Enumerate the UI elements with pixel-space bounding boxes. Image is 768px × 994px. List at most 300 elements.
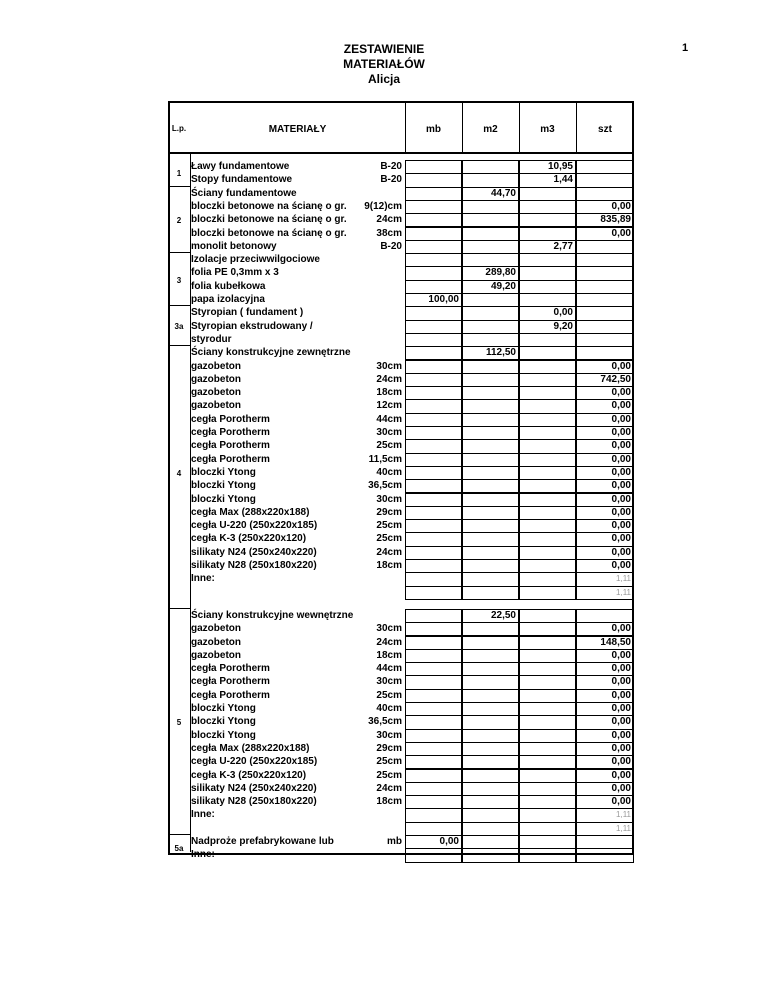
value-cell-mb <box>405 306 462 320</box>
value-cell-m2 <box>462 493 519 507</box>
value-szt: 0,00 <box>611 227 631 239</box>
value-cell-m3 <box>519 519 576 533</box>
value-szt: 0,00 <box>611 716 631 728</box>
value-cell-m3 <box>519 506 576 520</box>
value-cell-m3 <box>519 333 576 347</box>
material-name: Stopy fundamentowe <box>191 174 293 186</box>
material-spec: 24cm <box>376 373 402 385</box>
value-cell-m2 <box>462 532 519 546</box>
material-name: bloczki Ytong <box>191 729 256 741</box>
value-cell-szt <box>576 346 634 360</box>
page-number: 1 <box>682 42 689 54</box>
value-szt: 0,00 <box>611 729 631 741</box>
material-spec: 44cm <box>376 663 402 675</box>
col-header-szt: szt <box>598 124 612 135</box>
material-name: silikaty N24 (250x240x220) <box>191 782 317 794</box>
section-lp: 5 <box>176 717 182 727</box>
material-name: bloczki Ytong <box>191 703 256 714</box>
material-name: cegła Porotherm <box>191 440 270 452</box>
value-cell-m2 <box>462 426 519 440</box>
material-name: styrodur <box>191 333 232 345</box>
value-szt: 1,11 <box>616 587 631 597</box>
value-cell-m2 <box>462 729 519 743</box>
value-cell-m3 <box>519 439 576 453</box>
value-szt: 0,00 <box>611 560 631 571</box>
value-cell-m3 <box>519 782 576 796</box>
value-cell-m3 <box>519 755 576 769</box>
value-cell-mb <box>405 426 462 440</box>
section-separator-lp <box>168 345 190 346</box>
value-cell-m2 <box>462 293 519 307</box>
value-cell-szt <box>576 253 634 267</box>
value-cell-mb <box>405 439 462 453</box>
value-cell-szt <box>576 609 634 623</box>
value-cell-mb <box>405 399 462 413</box>
material-spec: 18cm <box>376 649 402 661</box>
material-name: gazobeton <box>191 649 241 661</box>
material-name: cegła K-3 (250x220x120) <box>191 769 307 781</box>
col-header-m2: m2 <box>483 124 498 135</box>
value-cell-mb <box>405 848 462 862</box>
material-spec: B-20 <box>380 174 402 186</box>
material-name: bloczki Ytong <box>191 716 256 728</box>
value-cell-m3 <box>519 373 576 387</box>
value-cell-m3 <box>519 636 576 650</box>
material-spec: 24cm <box>376 636 402 648</box>
value-cell-m2 <box>462 702 519 716</box>
value-cell-m3 <box>519 213 576 227</box>
value-cell-szt <box>576 173 634 187</box>
value-cell-m2 <box>462 546 519 560</box>
value-szt: 0,00 <box>611 506 631 518</box>
value-cell-mb <box>405 320 462 334</box>
material-spec: 18cm <box>376 387 402 399</box>
value-cell-m3 <box>519 399 576 413</box>
value-cell-mb <box>405 360 462 374</box>
value-cell-m2 <box>462 160 519 174</box>
value-cell-mb <box>405 266 462 280</box>
material-spec: 36,5cm <box>368 480 402 492</box>
doc-title-line2: MATERIAŁÓW <box>343 57 425 71</box>
value-cell-m2 <box>462 782 519 796</box>
section-lp: 1 <box>176 169 182 179</box>
value-cell-szt <box>576 280 634 294</box>
material-spec: 29cm <box>376 742 402 754</box>
material-spec: 38cm <box>376 227 402 239</box>
value-cell-m2 <box>462 466 519 480</box>
material-spec: 40cm <box>376 703 402 714</box>
value-cell-m2 <box>462 715 519 729</box>
material-name: cegła Porotherm <box>191 413 270 425</box>
section-separator-lp <box>168 834 190 835</box>
value-m3: 10,95 <box>547 161 573 172</box>
value-cell-m3 <box>519 253 576 267</box>
material-name: Inne: <box>191 809 215 821</box>
value-cell-m3 <box>519 609 576 623</box>
value-m2: 289,80 <box>485 267 516 279</box>
material-name: Ławy fundamentowe <box>191 161 290 172</box>
value-szt: 0,00 <box>611 466 631 478</box>
value-cell-m3 <box>519 386 576 400</box>
value-cell-szt <box>576 320 634 334</box>
material-spec: 12cm <box>376 400 402 412</box>
material-name: Styropian ekstrudowany / <box>191 320 313 332</box>
value-cell-m2 <box>462 662 519 676</box>
value-szt: 0,00 <box>611 453 631 465</box>
value-cell-m3 <box>519 187 576 201</box>
material-spec: 24cm <box>376 546 402 558</box>
value-cell-szt <box>576 293 634 307</box>
value-cell-mb <box>405 453 462 467</box>
value-cell-m3 <box>519 662 576 676</box>
value-cell-mb <box>405 795 462 809</box>
material-name: silikaty N28 (250x180x220) <box>191 796 317 808</box>
value-cell-m3 <box>519 586 576 600</box>
value-cell-mb <box>405 160 462 174</box>
value-cell-mb <box>405 200 462 214</box>
value-cell-m3 <box>519 808 576 822</box>
value-m2: 112,50 <box>485 347 516 359</box>
value-cell-mb <box>405 609 462 623</box>
value-cell-mb <box>405 466 462 480</box>
value-cell-szt <box>576 848 634 862</box>
material-name: bloczki Ytong <box>191 480 256 492</box>
value-cell-mb <box>405 519 462 533</box>
material-name: gazobeton <box>191 387 241 399</box>
material-spec: 25cm <box>376 520 402 532</box>
value-cell-mb <box>405 280 462 294</box>
value-szt: 1,11 <box>616 574 631 584</box>
col-header-materials: MATERIAŁY <box>268 124 327 135</box>
value-cell-szt <box>576 835 634 849</box>
value-szt: 0,00 <box>611 769 631 781</box>
section-separator-lp <box>168 305 190 306</box>
value-cell-m3 <box>519 426 576 440</box>
value-cell-mb <box>405 729 462 743</box>
value-cell-mb <box>405 769 462 783</box>
section-lp: 2 <box>176 215 182 225</box>
material-name: folia kubełkowa <box>191 280 266 292</box>
material-name: Inne: <box>191 573 215 585</box>
value-szt: 0,00 <box>611 440 631 452</box>
value-cell-m3 <box>519 479 576 493</box>
value-cell-m2 <box>462 755 519 769</box>
value-szt: 0,00 <box>611 663 631 675</box>
value-szt: 0,00 <box>611 703 631 714</box>
section-separator-lp <box>168 608 190 609</box>
value-cell-mb <box>405 173 462 187</box>
value-cell-m3 <box>519 346 576 360</box>
value-m3: 9,20 <box>553 320 573 332</box>
value-cell-m3 <box>519 649 576 663</box>
value-cell-m3 <box>519 293 576 307</box>
value-cell-m3 <box>519 572 576 586</box>
section-separator-lp <box>168 252 190 253</box>
material-name: cegła Porotherm <box>191 676 270 688</box>
material-spec: mb <box>387 836 402 847</box>
material-spec: 44cm <box>376 413 402 425</box>
material-spec: 25cm <box>376 769 402 781</box>
material-name: cegła Porotherm <box>191 663 270 675</box>
value-cell-mb <box>405 622 462 636</box>
value-m2: 44,70 <box>490 187 516 199</box>
section-lp: 4 <box>176 468 182 478</box>
value-cell-m3 <box>519 413 576 427</box>
value-cell-m3 <box>519 493 576 507</box>
value-cell-m2 <box>462 213 519 227</box>
value-cell-m2 <box>462 572 519 586</box>
material-name: Nadproże prefabrykowane lub <box>191 836 334 847</box>
value-cell-m2 <box>462 742 519 756</box>
value-cell-m2 <box>462 835 519 849</box>
value-cell-mb <box>405 506 462 520</box>
value-cell-mb <box>405 636 462 650</box>
value-cell-m3 <box>519 769 576 783</box>
material-spec: 30cm <box>376 623 402 635</box>
value-cell-mb <box>405 559 462 573</box>
value-cell-m3 <box>519 546 576 560</box>
value-szt: 0,00 <box>611 689 631 701</box>
material-name: Ściany fundamentowe <box>191 187 297 199</box>
value-cell-m2 <box>462 506 519 520</box>
value-cell-m2 <box>462 453 519 467</box>
value-cell-mb <box>405 253 462 267</box>
material-spec: 36,5cm <box>368 716 402 728</box>
material-spec: 30cm <box>376 427 402 438</box>
value-cell-m3 <box>519 622 576 636</box>
material-spec: 25cm <box>376 756 402 768</box>
value-cell-mb <box>405 702 462 716</box>
value-cell-m3 <box>519 227 576 241</box>
material-name: Ściany konstrukcyjne wewnętrzne <box>191 609 354 621</box>
value-cell-m3 <box>519 742 576 756</box>
value-szt: 1,11 <box>616 810 631 820</box>
value-szt: 0,00 <box>611 649 631 661</box>
material-spec: 18cm <box>376 560 402 571</box>
material-name: gazobeton <box>191 636 241 648</box>
value-szt: 0,00 <box>611 782 631 794</box>
value-cell-mb <box>405 493 462 507</box>
value-szt: 0,00 <box>611 400 631 412</box>
value-cell-m2 <box>462 200 519 214</box>
material-name: bloczki Ytong <box>191 493 256 505</box>
value-szt: 742,50 <box>600 373 631 385</box>
value-cell-m2 <box>462 439 519 453</box>
value-cell-mb <box>405 649 462 663</box>
value-cell-m2 <box>462 386 519 400</box>
value-szt: 0,00 <box>611 676 631 688</box>
value-cell-szt <box>576 333 634 347</box>
material-name: gazobeton <box>191 400 241 412</box>
col-header-lp: L.p. <box>171 124 187 133</box>
value-cell-mb <box>405 675 462 689</box>
value-cell-mb <box>405 213 462 227</box>
value-cell-m3 <box>519 795 576 809</box>
value-szt: 0,00 <box>611 427 631 438</box>
material-name: cegła Porotherm <box>191 453 270 465</box>
value-szt: 0,00 <box>611 546 631 558</box>
value-cell-mb <box>405 413 462 427</box>
material-spec: 25cm <box>376 689 402 701</box>
value-cell-m2 <box>462 320 519 334</box>
value-cell-m3 <box>519 559 576 573</box>
doc-title-line3: Alicja <box>367 72 400 86</box>
value-cell-mb <box>405 689 462 703</box>
value-m3: 0,00 <box>553 307 573 319</box>
material-name: bloczki betonowe na ścianę o gr. <box>191 214 347 226</box>
material-spec: 30cm <box>376 360 402 372</box>
value-szt: 0,00 <box>611 533 631 545</box>
material-name: Izolacje przeciwwilgociowe <box>191 254 320 266</box>
material-name: Inne: <box>191 849 215 861</box>
material-name: Ściany konstrukcyjne zewnętrzne <box>191 347 351 359</box>
value-cell-m2 <box>462 306 519 320</box>
value-cell-m3 <box>519 280 576 294</box>
material-name: cegła Porotherm <box>191 427 270 438</box>
material-spec: 25cm <box>376 440 402 452</box>
value-cell-mb <box>405 386 462 400</box>
value-cell-m3 <box>519 266 576 280</box>
value-cell-m3 <box>519 729 576 743</box>
value-szt: 1,11 <box>616 823 631 833</box>
value-m2: 22,50 <box>490 609 516 621</box>
value-cell-mb <box>405 662 462 676</box>
value-cell-m2 <box>462 559 519 573</box>
material-spec: 29cm <box>376 506 402 518</box>
value-cell-m3 <box>519 689 576 703</box>
value-cell-m2 <box>462 822 519 836</box>
value-szt: 0,00 <box>611 413 631 425</box>
value-cell-mb <box>405 187 462 201</box>
value-cell-m3 <box>519 715 576 729</box>
value-cell-szt <box>576 240 634 254</box>
material-spec: 40cm <box>376 466 402 478</box>
value-cell-m2 <box>462 795 519 809</box>
value-cell-m2 <box>462 622 519 636</box>
value-szt: 0,00 <box>611 742 631 754</box>
value-szt: 0,00 <box>611 387 631 399</box>
material-name: bloczki Ytong <box>191 466 256 478</box>
value-cell-m3 <box>519 835 576 849</box>
value-cell-mb <box>405 755 462 769</box>
value-szt: 0,00 <box>611 493 631 505</box>
value-cell-m2 <box>462 636 519 650</box>
material-name: monolit betonowy <box>191 240 277 252</box>
value-cell-m2 <box>462 769 519 783</box>
value-cell-szt <box>576 306 634 320</box>
value-mb: 100,00 <box>428 294 459 305</box>
value-cell-m2 <box>462 675 519 689</box>
value-cell-m3 <box>519 675 576 689</box>
value-cell-mb <box>405 782 462 796</box>
material-spec: 18cm <box>376 796 402 808</box>
value-cell-mb <box>405 822 462 836</box>
value-cell-mb <box>405 479 462 493</box>
material-spec: 11,5cm <box>368 453 402 465</box>
value-cell-szt <box>576 266 634 280</box>
value-szt: 0,00 <box>611 756 631 768</box>
material-spec: 9(12)cm <box>364 200 402 212</box>
value-cell-m2 <box>462 519 519 533</box>
value-szt: 0,00 <box>611 796 631 808</box>
value-cell-mb <box>405 346 462 360</box>
value-cell-m2 <box>462 413 519 427</box>
value-cell-m3 <box>519 532 576 546</box>
value-cell-mb <box>405 808 462 822</box>
value-cell-m3 <box>519 848 576 862</box>
value-szt: 148,50 <box>600 636 631 648</box>
value-cell-m2 <box>462 399 519 413</box>
header-separator <box>168 152 634 154</box>
value-cell-m3 <box>519 453 576 467</box>
value-cell-m2 <box>462 227 519 241</box>
value-cell-m2 <box>462 649 519 663</box>
value-cell-mb <box>405 532 462 546</box>
material-name: gazobeton <box>191 623 241 635</box>
value-cell-m2 <box>462 808 519 822</box>
material-name: cegła K-3 (250x220x120) <box>191 533 307 545</box>
value-szt: 0,00 <box>611 480 631 492</box>
value-cell-m3 <box>519 466 576 480</box>
value-cell-mb <box>405 333 462 347</box>
value-m2: 49,20 <box>490 280 516 292</box>
value-cell-mb <box>405 546 462 560</box>
doc-title-line1: ZESTAWIENIE <box>343 42 425 56</box>
section-lp: 5a <box>174 844 184 854</box>
value-szt: 0,00 <box>611 360 631 372</box>
material-name: gazobeton <box>191 360 241 372</box>
value-cell-m2 <box>462 586 519 600</box>
material-name: cegła Porotherm <box>191 689 270 701</box>
col-header-mb: mb <box>426 124 441 135</box>
material-spec: 25cm <box>376 533 402 545</box>
value-cell-m2 <box>462 848 519 862</box>
col-header-m3: m3 <box>540 124 555 135</box>
value-cell-m2 <box>462 253 519 267</box>
value-cell-m3 <box>519 822 576 836</box>
value-cell-m2 <box>462 240 519 254</box>
material-name: folia PE 0,3mm x 3 <box>191 267 279 279</box>
value-szt: 0,00 <box>611 200 631 212</box>
material-spec: 24cm <box>376 782 402 794</box>
value-m3: 2,77 <box>553 240 573 252</box>
material-spec: 24cm <box>376 214 402 226</box>
value-cell-mb <box>405 586 462 600</box>
material-name: gazobeton <box>191 373 241 385</box>
value-szt: 0,00 <box>611 520 631 532</box>
material-spec: 30cm <box>376 676 402 688</box>
material-name: Styropian ( fundament ) <box>191 307 304 319</box>
value-cell-m2 <box>462 689 519 703</box>
value-cell-szt <box>576 187 634 201</box>
value-cell-mb <box>405 572 462 586</box>
material-name: cegła U-220 (250x220x185) <box>191 756 318 768</box>
value-cell-m3 <box>519 360 576 374</box>
value-cell-m3 <box>519 702 576 716</box>
material-name: bloczki betonowe na ścianę o gr. <box>191 227 347 239</box>
material-name: silikaty N24 (250x240x220) <box>191 546 317 558</box>
value-cell-mb <box>405 240 462 254</box>
value-m3: 1,44 <box>553 174 573 186</box>
value-cell-mb <box>405 715 462 729</box>
material-name: silikaty N28 (250x180x220) <box>191 560 317 571</box>
value-cell-mb <box>405 742 462 756</box>
value-cell-m2 <box>462 373 519 387</box>
material-spec: 30cm <box>376 493 402 505</box>
material-name: bloczki betonowe na ścianę o gr. <box>191 200 347 212</box>
value-cell-m2 <box>462 360 519 374</box>
section-lp: 3a <box>174 322 184 332</box>
